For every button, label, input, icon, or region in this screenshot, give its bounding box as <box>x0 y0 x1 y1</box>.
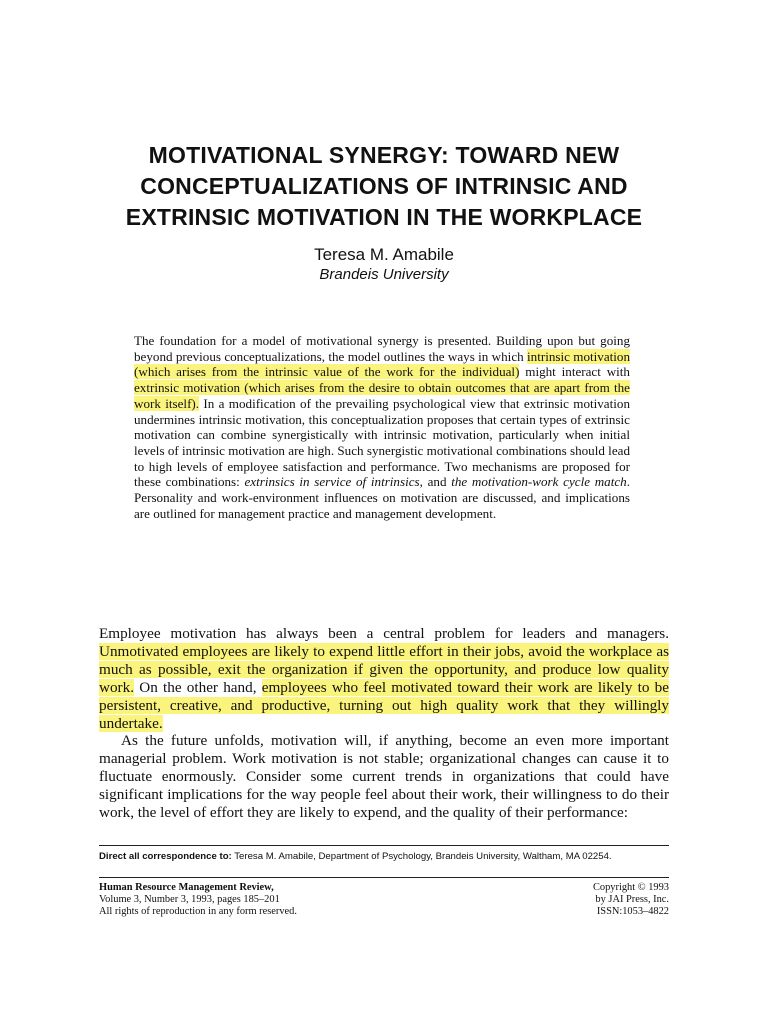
highlighted-text: employees who feel motivated toward their work are likely to be persistent, creative, and productive, turning out high quality work that they willingly undertake. <box>99 678 670 732</box>
abstract-text: The foundation for a model of motivational synergy is presented. Building upon but going beyond previous conceptualizations, the model outlines the ways in which <box>134 333 630 364</box>
abstract-text: might interact with <box>519 364 630 380</box>
publisher-line: by JAI Press, Inc. <box>595 894 669 906</box>
copyright-info <box>469 882 669 919</box>
footer-divider <box>99 877 669 878</box>
body-text-run: On the other hand, <box>134 678 262 696</box>
issn-line: ISSN:1053–4822 <box>596 906 669 918</box>
body-paragraph: As the future unfolds, motivation will, if anything, become an even more important managerial problem. Work motivation is not stable; organizational changes can cause it to fluctuate enormously. Consider some current trends in organizations that could have significant implications for the way people feel about their work, their willingness to do their work, the level of effort they are likely to expend, and the quality of their performance: <box>99 732 669 822</box>
body-paragraph <box>99 625 669 732</box>
correspondence-note <box>99 851 669 863</box>
abstract-text: . Personality and work-environment influences on motivation are discussed, and implications are outlined for management practice and management development. <box>134 474 630 521</box>
abstract-italic-term: the motivation-work cycle match <box>451 474 627 490</box>
title-line: EXTRINSIC MOTIVATION IN THE WORKPLACE <box>125 204 643 230</box>
title-line: MOTIVATIONAL SYNERGY: TOWARD NEW <box>148 142 620 168</box>
author-name: Teresa M. Amabile <box>314 245 454 264</box>
footnote-divider <box>99 845 669 846</box>
body-text-run: Employee motivation has always been a central problem for leaders and managers. <box>99 625 669 642</box>
copyright-line: Copyright © 1993 <box>592 882 669 893</box>
abstract-italic-term: extrinsics in service of intrinsics <box>244 474 420 490</box>
article-title <box>70 140 698 233</box>
highlighted-text: extrinsic motivation (which arises from the desire to obtain outcomes that are apart from the work itself). <box>134 380 630 411</box>
abstract-text: , and <box>419 474 452 490</box>
journal-volume: Volume 3, Number 3, 1993, pages 185–201 <box>99 894 280 906</box>
highlighted-text: intrinsic motivation (which arises from the intrinsic value of the work for the individual) <box>134 348 631 380</box>
author-affiliation: Brandeis University <box>319 266 449 283</box>
highlighted-text: Unmotivated employees are likely to expend little effort in their jobs, avoid the workplace as much as possible, exit the organization if given the opportunity, and produce low quality work. <box>99 642 669 696</box>
body-text <box>99 625 669 822</box>
abstract <box>134 333 630 521</box>
correspondence-text: Teresa M. Amabile, Department of Psychology, Brandeis University, Waltham, MA 02254. <box>231 851 612 862</box>
journal-info <box>99 882 459 919</box>
correspondence-label: Direct all correspondence to: <box>99 851 232 862</box>
journal-name: Human Resource Management Review, <box>99 882 274 893</box>
journal-rights: All rights of reproduction in any form reserved. <box>99 906 297 918</box>
abstract-text: In a modification of the prevailing psychological view that extrinsic motivation undermines intrinsic motivation, this conceptualization proposes that certain types of extrinsic motivation can combine synergistically with intrinsic motivation, particularly when initial levels of intrinsic motivation are high. Such synergistic motivational combinations should lead to high levels of employee satisfaction and performance. Two mechanisms are proposed for these combinations: <box>134 395 630 490</box>
title-line: CONCEPTUALIZATIONS OF INTRINSIC AND <box>140 173 628 199</box>
